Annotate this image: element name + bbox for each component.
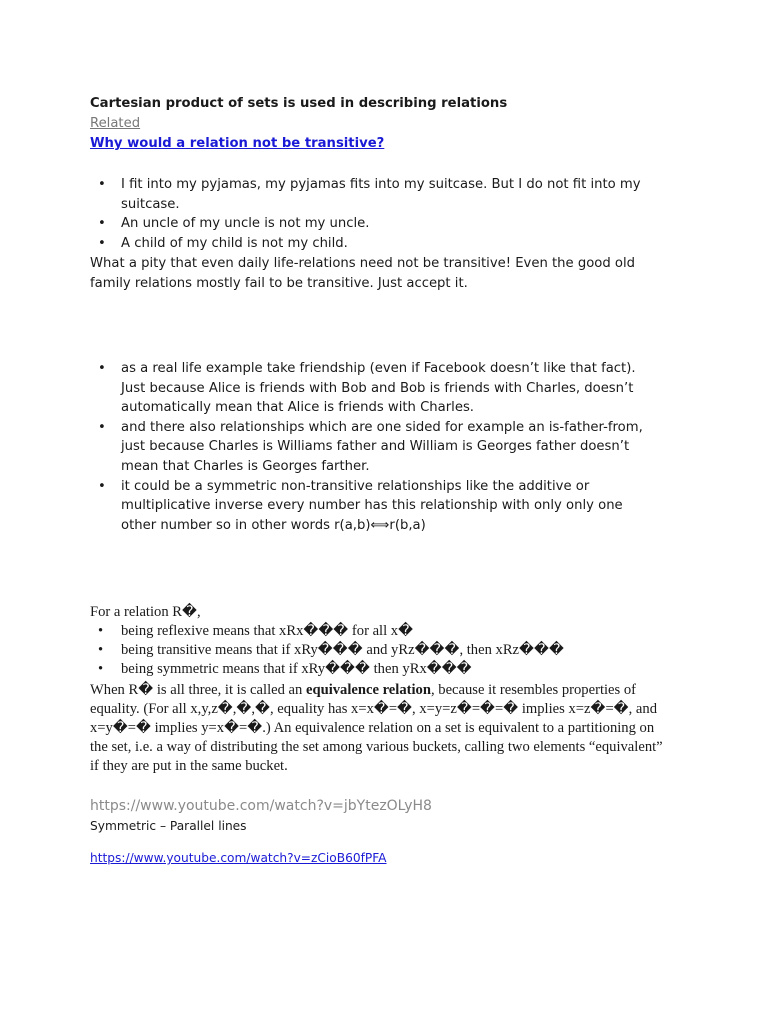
list-item: • A child of my child is not my child. [90, 234, 670, 254]
equivalence-text-rest: , because it resembles properties of equality. (For all x,y,z�,�,�, equality has x=x�=�, x=y=z�=�=� implies x=z�=�, and x=y�=� implies y=x�=�.) An equivalence relation on a set is equivalent to a partitioning on the set, i.e. a way of distributing the set among various buckets, calling two elements “equivalent” if they are put in the same bucket. [90, 682, 663, 774]
youtube-url-plain: https://www.youtube.com/watch?v=jbYtezOLyH8 [90, 798, 432, 814]
list-item: • An uncle of my uncle is not my uncle. [90, 214, 670, 234]
equivalence-text-start: When R� is all three, it is called an [90, 682, 306, 698]
equivalence-paragraph [90, 681, 665, 776]
list-item: • I fit into my pyjamas, my pyjamas fits into my suitcase. But I do not fit into my suitcase. [90, 175, 670, 214]
symmetric-caption: Symmetric – Parallel lines [90, 819, 247, 833]
list-item: • being symmetric means that if xRy��� then yRx��� [90, 660, 670, 679]
list-item: • being reflexive means that xRx��� for all x� [90, 622, 670, 641]
list-item: • being transitive means that if xRy��� and yRz���, then xRz��� [90, 641, 670, 660]
non-transitive-examples-list [90, 175, 670, 253]
list-item: • and there also relationships which are one sided for example an is-father-from, just because Charles is Williams father and William is Georges father doesn’t mean that Charles is Georges farther. [90, 418, 650, 477]
youtube-link[interactable]: https://www.youtube.com/watch?v=zCioB60fPFA [90, 851, 387, 865]
related-link[interactable]: Related [90, 116, 141, 131]
list-item: • as a real life example take friendship (even if Facebook doesn’t like that fact). Just because Alice is friends with Bob and Bob is friends with Charles, doesn’t automatically mean that Alice is friends with Charles. [90, 359, 650, 418]
list-item: • it could be a symmetric non-transitive relationships like the additive or multiplicative inverse every number has this relationship with only only one other number so in other words r(a,b)⟺r(b,a) [90, 477, 650, 536]
question-link[interactable]: Why would a relation not be transitive? [90, 136, 385, 151]
relation-properties-list [90, 622, 670, 679]
page-title: Cartesian product of sets is used in describing relations [90, 96, 508, 111]
relation-intro: For a relation R�, [90, 604, 201, 620]
equivalence-term: equivalence relation [305, 682, 431, 698]
relationship-examples-list [90, 359, 650, 535]
pity-paragraph: What a pity that even daily life-relations need not be transitive! Even the good old family relations mostly fail to be transitive. Just accept it. [90, 256, 636, 291]
